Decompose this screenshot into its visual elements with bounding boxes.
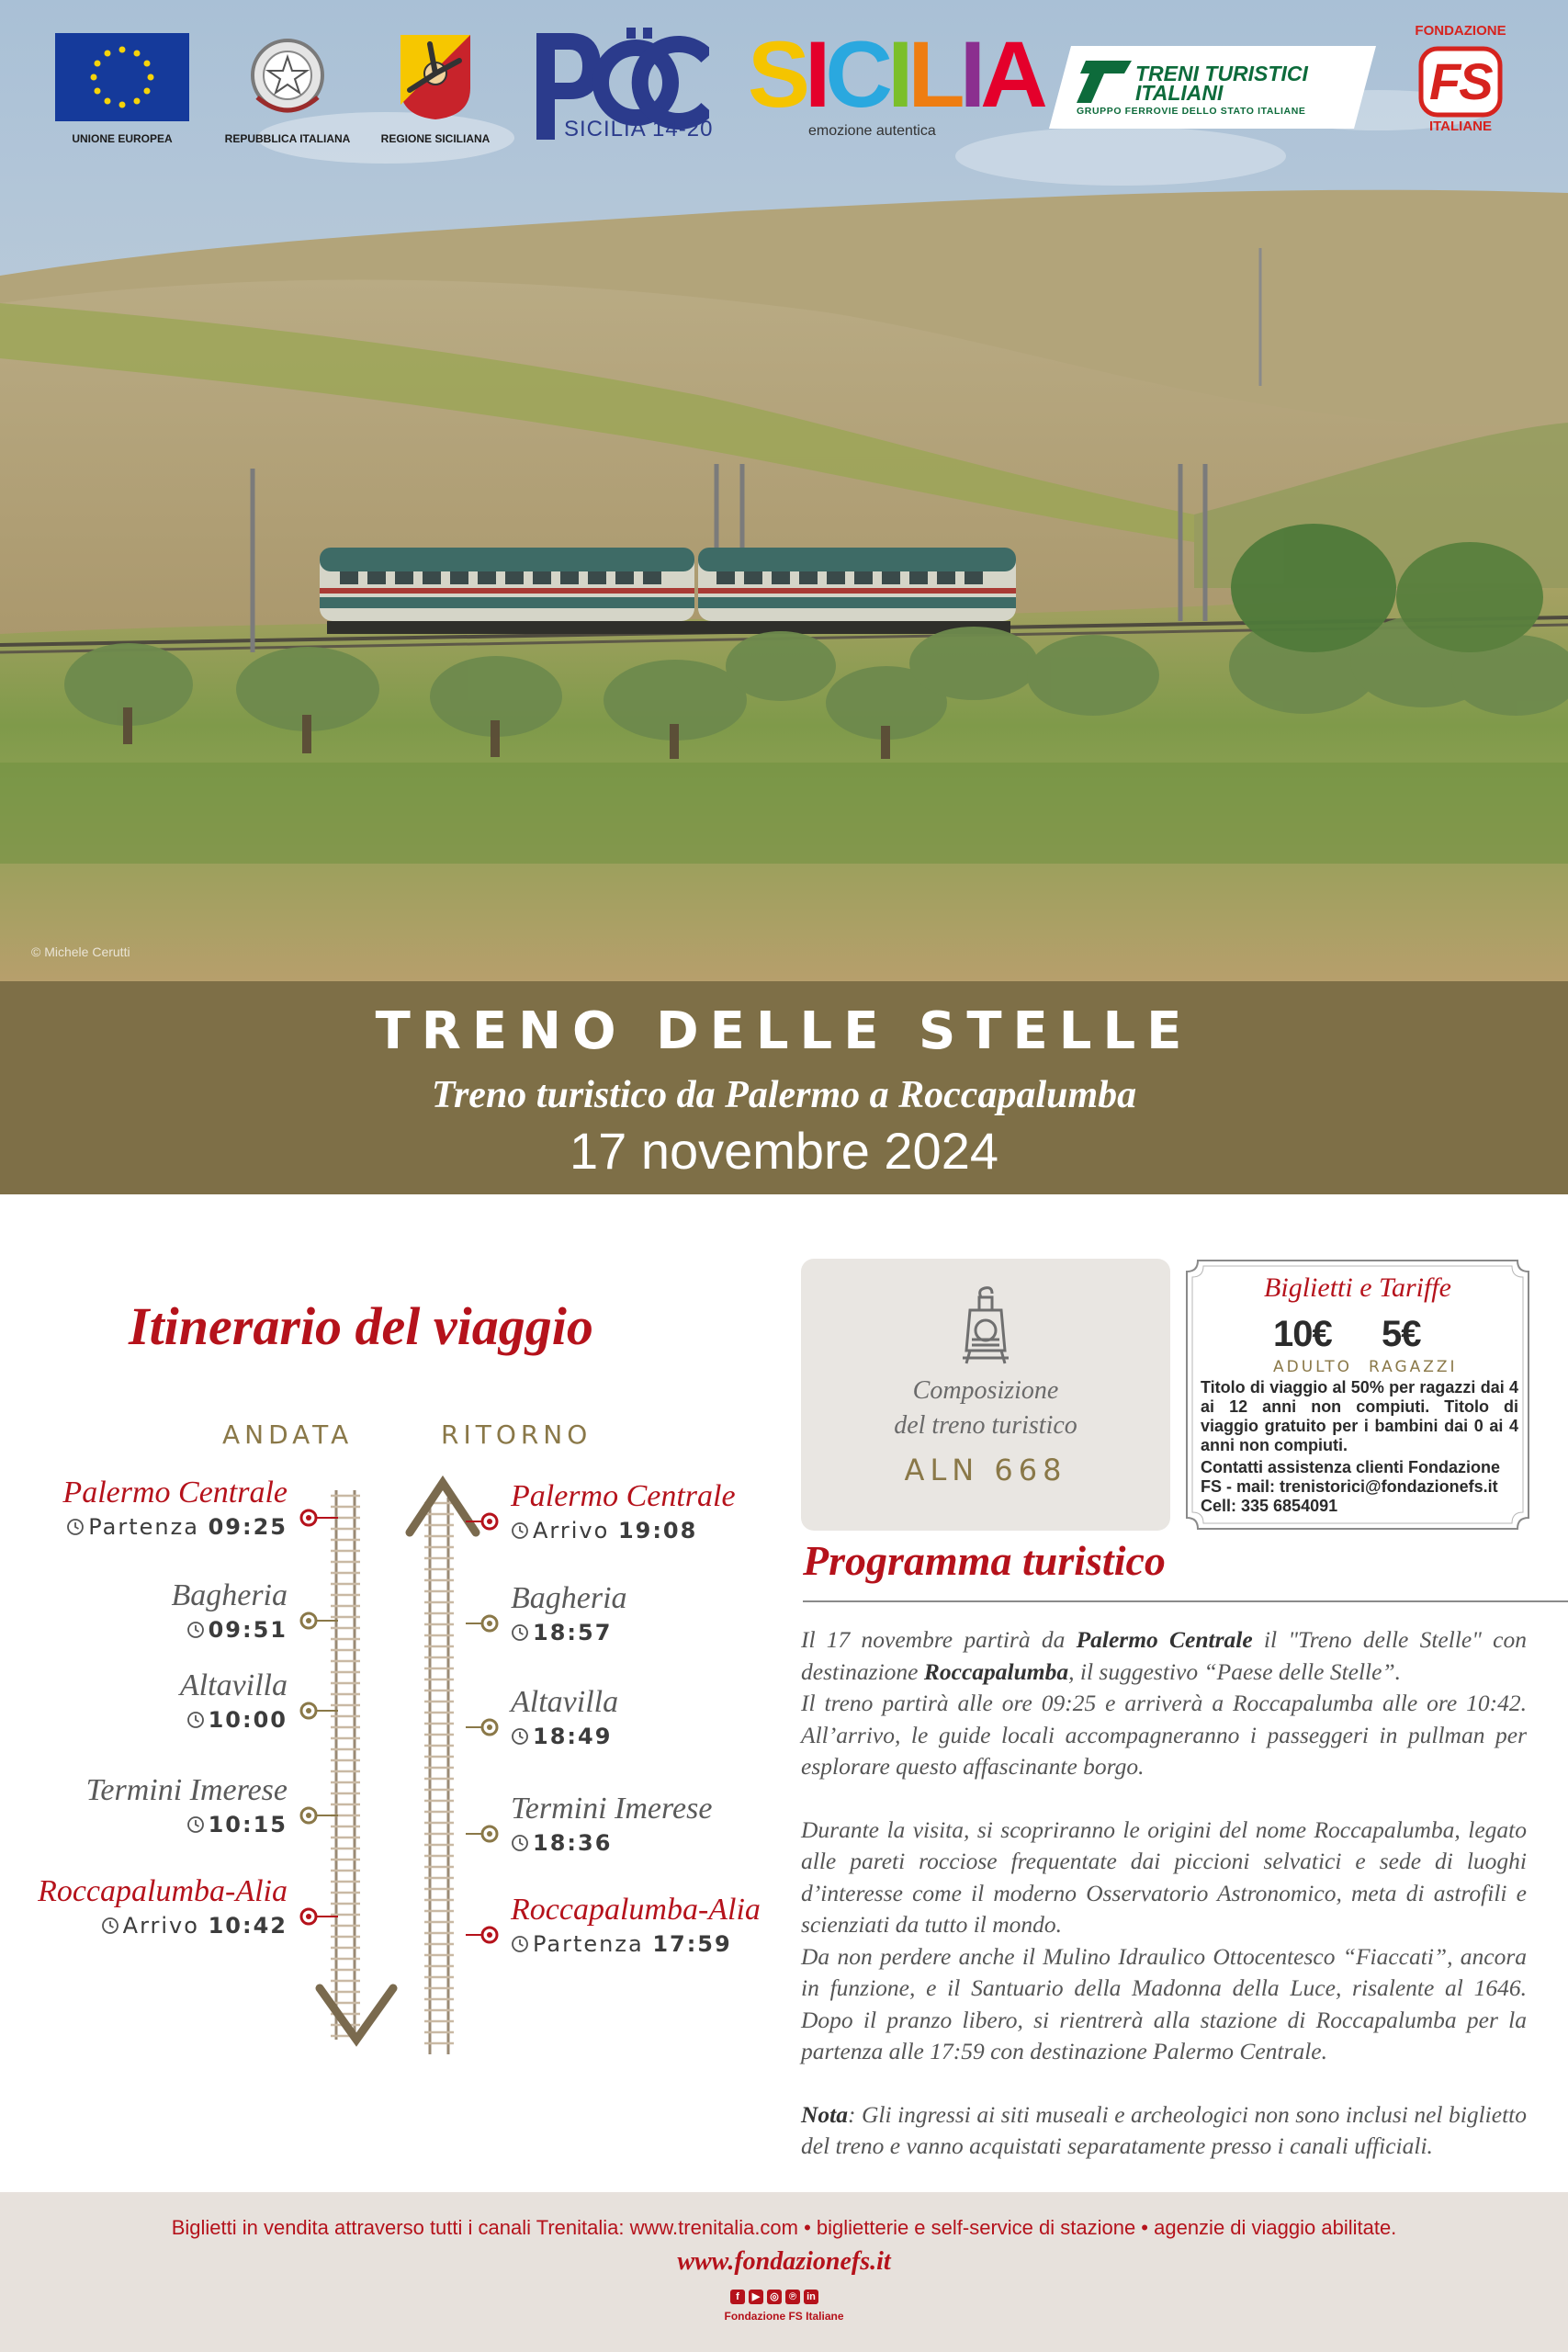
eu-caption: UNIONE EUROPEA	[72, 132, 173, 145]
ritorno-stop-time	[511, 1931, 732, 1957]
andata-stop-marker	[301, 1909, 338, 1924]
andata-time-value: 10:15	[208, 1812, 288, 1838]
ritorno-time-label: Arrivo	[533, 1518, 610, 1544]
facebook-icon[interactable]: f	[730, 2290, 745, 2304]
p1-text-c: il "Treno delle Stelle" con destinazione	[801, 1626, 1527, 1685]
andata-station-name: Bagheria	[171, 1578, 288, 1612]
ritorno-time-value: 19:08	[617, 1518, 698, 1544]
sicilia-letter: I	[887, 22, 908, 127]
ticket-contact	[1201, 1458, 1518, 1516]
andata-stop-time	[186, 1812, 288, 1838]
composition-box	[801, 1259, 1170, 1531]
p1-destination-bold: Roccapalumba	[923, 1657, 1069, 1685]
sicilia-letter: A	[980, 22, 1043, 127]
footer-organization: Fondazione FS Italiane	[724, 2310, 844, 2323]
programma-note	[801, 2099, 1527, 2163]
pinterest-icon[interactable]: ℗	[785, 2290, 800, 2304]
adult-label: ADULTO	[1273, 1358, 1353, 1376]
andata-time-label: Arrivo	[122, 1913, 199, 1939]
clock-icon	[186, 1815, 205, 1834]
clock-icon	[511, 1623, 529, 1642]
andata-label: ANDATA	[222, 1419, 354, 1450]
hero-photo	[0, 0, 1568, 981]
andata-stop-marker	[301, 1613, 338, 1628]
ritorno-station-name: Roccapalumba-Alia	[511, 1893, 761, 1927]
poc-caption: SICILIA 14-20	[564, 117, 714, 141]
social-icons	[728, 2288, 820, 2304]
andata-station-name: Altavilla	[179, 1668, 288, 1702]
programma-paragraph-4: Da non perdere anche il Mulino Idraulico Ottocentesco “Fiaccati”, ancora in funzione, e il Santuario della Madonna della Luce, risalente al 1646. Dopo il pranzo libero, si rientrerà alla stazione di Roccapalumba per la partenza alle 17:59 con destinazione Palermo Centrale.	[801, 1942, 1527, 2064]
andata-stop-marker	[301, 1510, 338, 1525]
event-subtitle: Treno turistico da Palermo a Roccapalumba	[431, 1074, 1137, 1116]
footer-sales-info: Biglietti in vendita attraverso tutti i canali Trenitalia: www.trenitalia.com • biglietterie e self-service di stazione • agenzie di viaggio abilitate.	[171, 2216, 1397, 2239]
sicilia-tagline: emozione autentica	[808, 123, 936, 139]
ritorno-stop-time	[511, 1724, 612, 1749]
ritorno-time-value: 18:49	[533, 1724, 613, 1749]
clock-icon	[101, 1917, 119, 1935]
itinerary-heading: Itinerario del viaggio	[129, 1296, 593, 1356]
andata-station-name: Roccapalumba-Alia	[38, 1874, 288, 1908]
instagram-icon[interactable]: ◎	[767, 2290, 782, 2304]
programma-divider	[803, 1600, 1568, 1602]
fs-bottom-label: ITALIANE	[1428, 119, 1493, 134]
p1-text-e: , il suggestivo “Paese delle Stelle”.	[1068, 1657, 1402, 1685]
ritorno-time-label: Partenza	[533, 1931, 644, 1957]
photo-credit: © Michele Cerutti	[31, 944, 130, 959]
event-title: TRENO DELLE STELLE	[375, 1001, 1193, 1061]
sicilia-wordmark	[748, 22, 1043, 127]
p1-text-a: Il 17 novembre partirà da	[801, 1626, 1077, 1653]
ri-caption: REPUBBLICA ITALIANA	[224, 132, 351, 145]
tti-subtitle: GRUPPO FERROVIE DELLO STATO ITALIANE	[1077, 106, 1306, 117]
clock-icon	[511, 1727, 529, 1746]
steam-locomotive-icon	[953, 1284, 1018, 1367]
programma-heading: Programma turistico	[803, 1537, 1166, 1584]
footer	[0, 2192, 1568, 2352]
ritorno-station-name: Termini Imerese	[511, 1792, 713, 1826]
ritorno-stop-time	[511, 1518, 697, 1544]
sicilia-letter: I	[959, 22, 981, 127]
sicilia-letter: C	[825, 22, 888, 127]
event-date: 17 novembre 2024	[569, 1122, 998, 1180]
andata-time-value: 09:51	[208, 1617, 288, 1643]
ritorno-station-name: Palermo Centrale	[511, 1479, 736, 1513]
rs-caption: REGIONE SICILIANA	[380, 132, 491, 145]
ticket-note: Titolo di viaggio al 50% per ragazzi dai 4 ai 12 anni non compiuti. Titolo di viaggio gratuito per i bambini dai 0 ai 4 anni non compiuti.	[1201, 1378, 1518, 1454]
adult-price: 10€	[1273, 1314, 1332, 1354]
andata-stop-time	[101, 1913, 288, 1939]
programma-paragraph-3: Durante la visita, si scopriranno le origini del nome Roccapalumba, legato alle pareti rocciose frequentate dai piccioni selvatici e sede di luoghi d’interesse come il moderno Osservatorio Astronomico, meta di astrofili e scienziati da tutto il mondo.	[801, 1815, 1527, 1938]
ritorno-time-value: 18:57	[533, 1620, 613, 1645]
landscape-train-photo	[0, 0, 1568, 981]
andata-time-value: 09:25	[208, 1514, 288, 1540]
regione-siciliana-shield-icon	[399, 33, 472, 121]
andata-time-value: 10:42	[208, 1913, 288, 1939]
ritorno-stop-marker	[466, 1720, 497, 1735]
sicilia-letter: S	[748, 22, 806, 127]
ritorno-stop-marker	[466, 1928, 497, 1942]
clock-icon	[186, 1621, 205, 1639]
ticket-contact-phone: Cell: 335 6854091	[1201, 1497, 1338, 1515]
fs-mark-letters: FS	[1429, 52, 1492, 110]
programma-paragraph-2: Il treno partirà alle ore 09:25 e arriverà a Roccapalumba alle ore 10:42. All’arrivo, le guide locali accompagneranno i passeggeri in pullman per esplorare questo affascinante borgo.	[801, 1690, 1527, 1780]
clock-icon	[186, 1711, 205, 1729]
footer-website-link[interactable]: www.fondazionefs.it	[677, 2247, 891, 2276]
youtube-icon[interactable]: ▶	[749, 2290, 763, 2304]
ritorno-time-value: 17:59	[652, 1931, 732, 1957]
ritorno-station-name: Bagheria	[511, 1581, 627, 1615]
ritorno-stop-marker	[466, 1514, 497, 1529]
tickets-box	[1185, 1259, 1530, 1531]
sicilia-letter: L	[908, 22, 960, 127]
fs-top-label: FONDAZIONE	[1415, 23, 1506, 39]
train-illustration	[320, 548, 1016, 634]
nota-label: Nota	[801, 2100, 848, 2128]
ticket-contact-email: Contatti assistenza clienti Fondazione FS - mail: trenistorici@fondazionefs.it	[1201, 1458, 1501, 1496]
programma-paragraph-1	[801, 1624, 1527, 1688]
andata-station-name: Termini Imerese	[85, 1773, 288, 1807]
nota-text: : Gli ingressi ai siti museali e archeologici non sono inclusi nel biglietto del treno e vanno acquistati separatamente presso i canali ufficiali.	[801, 2100, 1527, 2159]
composition-text	[801, 1374, 1170, 1443]
tti-title: TRENI TURISTICI ITALIANI	[1135, 62, 1308, 105]
eu-flag-icon	[55, 33, 189, 121]
ritorno-time-value: 18:36	[533, 1830, 613, 1856]
sicilia-letter: I	[805, 22, 826, 127]
italian-republic-emblem-icon	[248, 33, 327, 123]
linkedin-icon[interactable]: in	[804, 2290, 818, 2304]
ritorno-label: RITORNO	[441, 1419, 592, 1450]
event-banner	[0, 981, 1568, 1194]
tickets-title: Biglietti e Tariffe	[1264, 1272, 1451, 1303]
ritorno-stop-marker	[466, 1616, 497, 1631]
clock-icon	[511, 1935, 529, 1953]
clock-icon	[511, 1834, 529, 1852]
andata-time-label: Partenza	[88, 1514, 199, 1540]
train-model: ALN 668	[904, 1453, 1067, 1487]
clock-icon	[66, 1518, 85, 1536]
ritorno-station-name: Altavilla	[511, 1685, 619, 1719]
andata-stop-time	[66, 1514, 288, 1540]
andata-stop-marker	[301, 1703, 338, 1718]
andata-arrow-down-icon	[320, 1988, 393, 2040]
clock-icon	[511, 1521, 529, 1540]
ritorno-stop-time	[511, 1830, 612, 1856]
composition-line2: del treno turistico	[894, 1411, 1077, 1440]
ritorno-stop-marker	[466, 1826, 497, 1841]
andata-rail	[331, 1490, 360, 2040]
youth-label: RAGAZZI	[1369, 1358, 1458, 1376]
andata-station-name: Palermo Centrale	[62, 1476, 288, 1510]
andata-stop-marker	[301, 1808, 338, 1823]
youth-price: 5€	[1382, 1314, 1421, 1354]
andata-time-value: 10:00	[208, 1707, 288, 1733]
ritorno-rail	[424, 1498, 454, 2054]
ritorno-stop-time	[511, 1620, 612, 1645]
andata-stop-time	[186, 1707, 288, 1733]
p1-station-bold: Palermo Centrale	[1076, 1626, 1253, 1653]
ritorno-arrow-up-icon	[410, 1483, 476, 1532]
programma-body	[801, 1624, 1527, 2163]
andata-stop-time	[186, 1617, 288, 1643]
composition-line1: Composizione	[912, 1376, 1059, 1405]
